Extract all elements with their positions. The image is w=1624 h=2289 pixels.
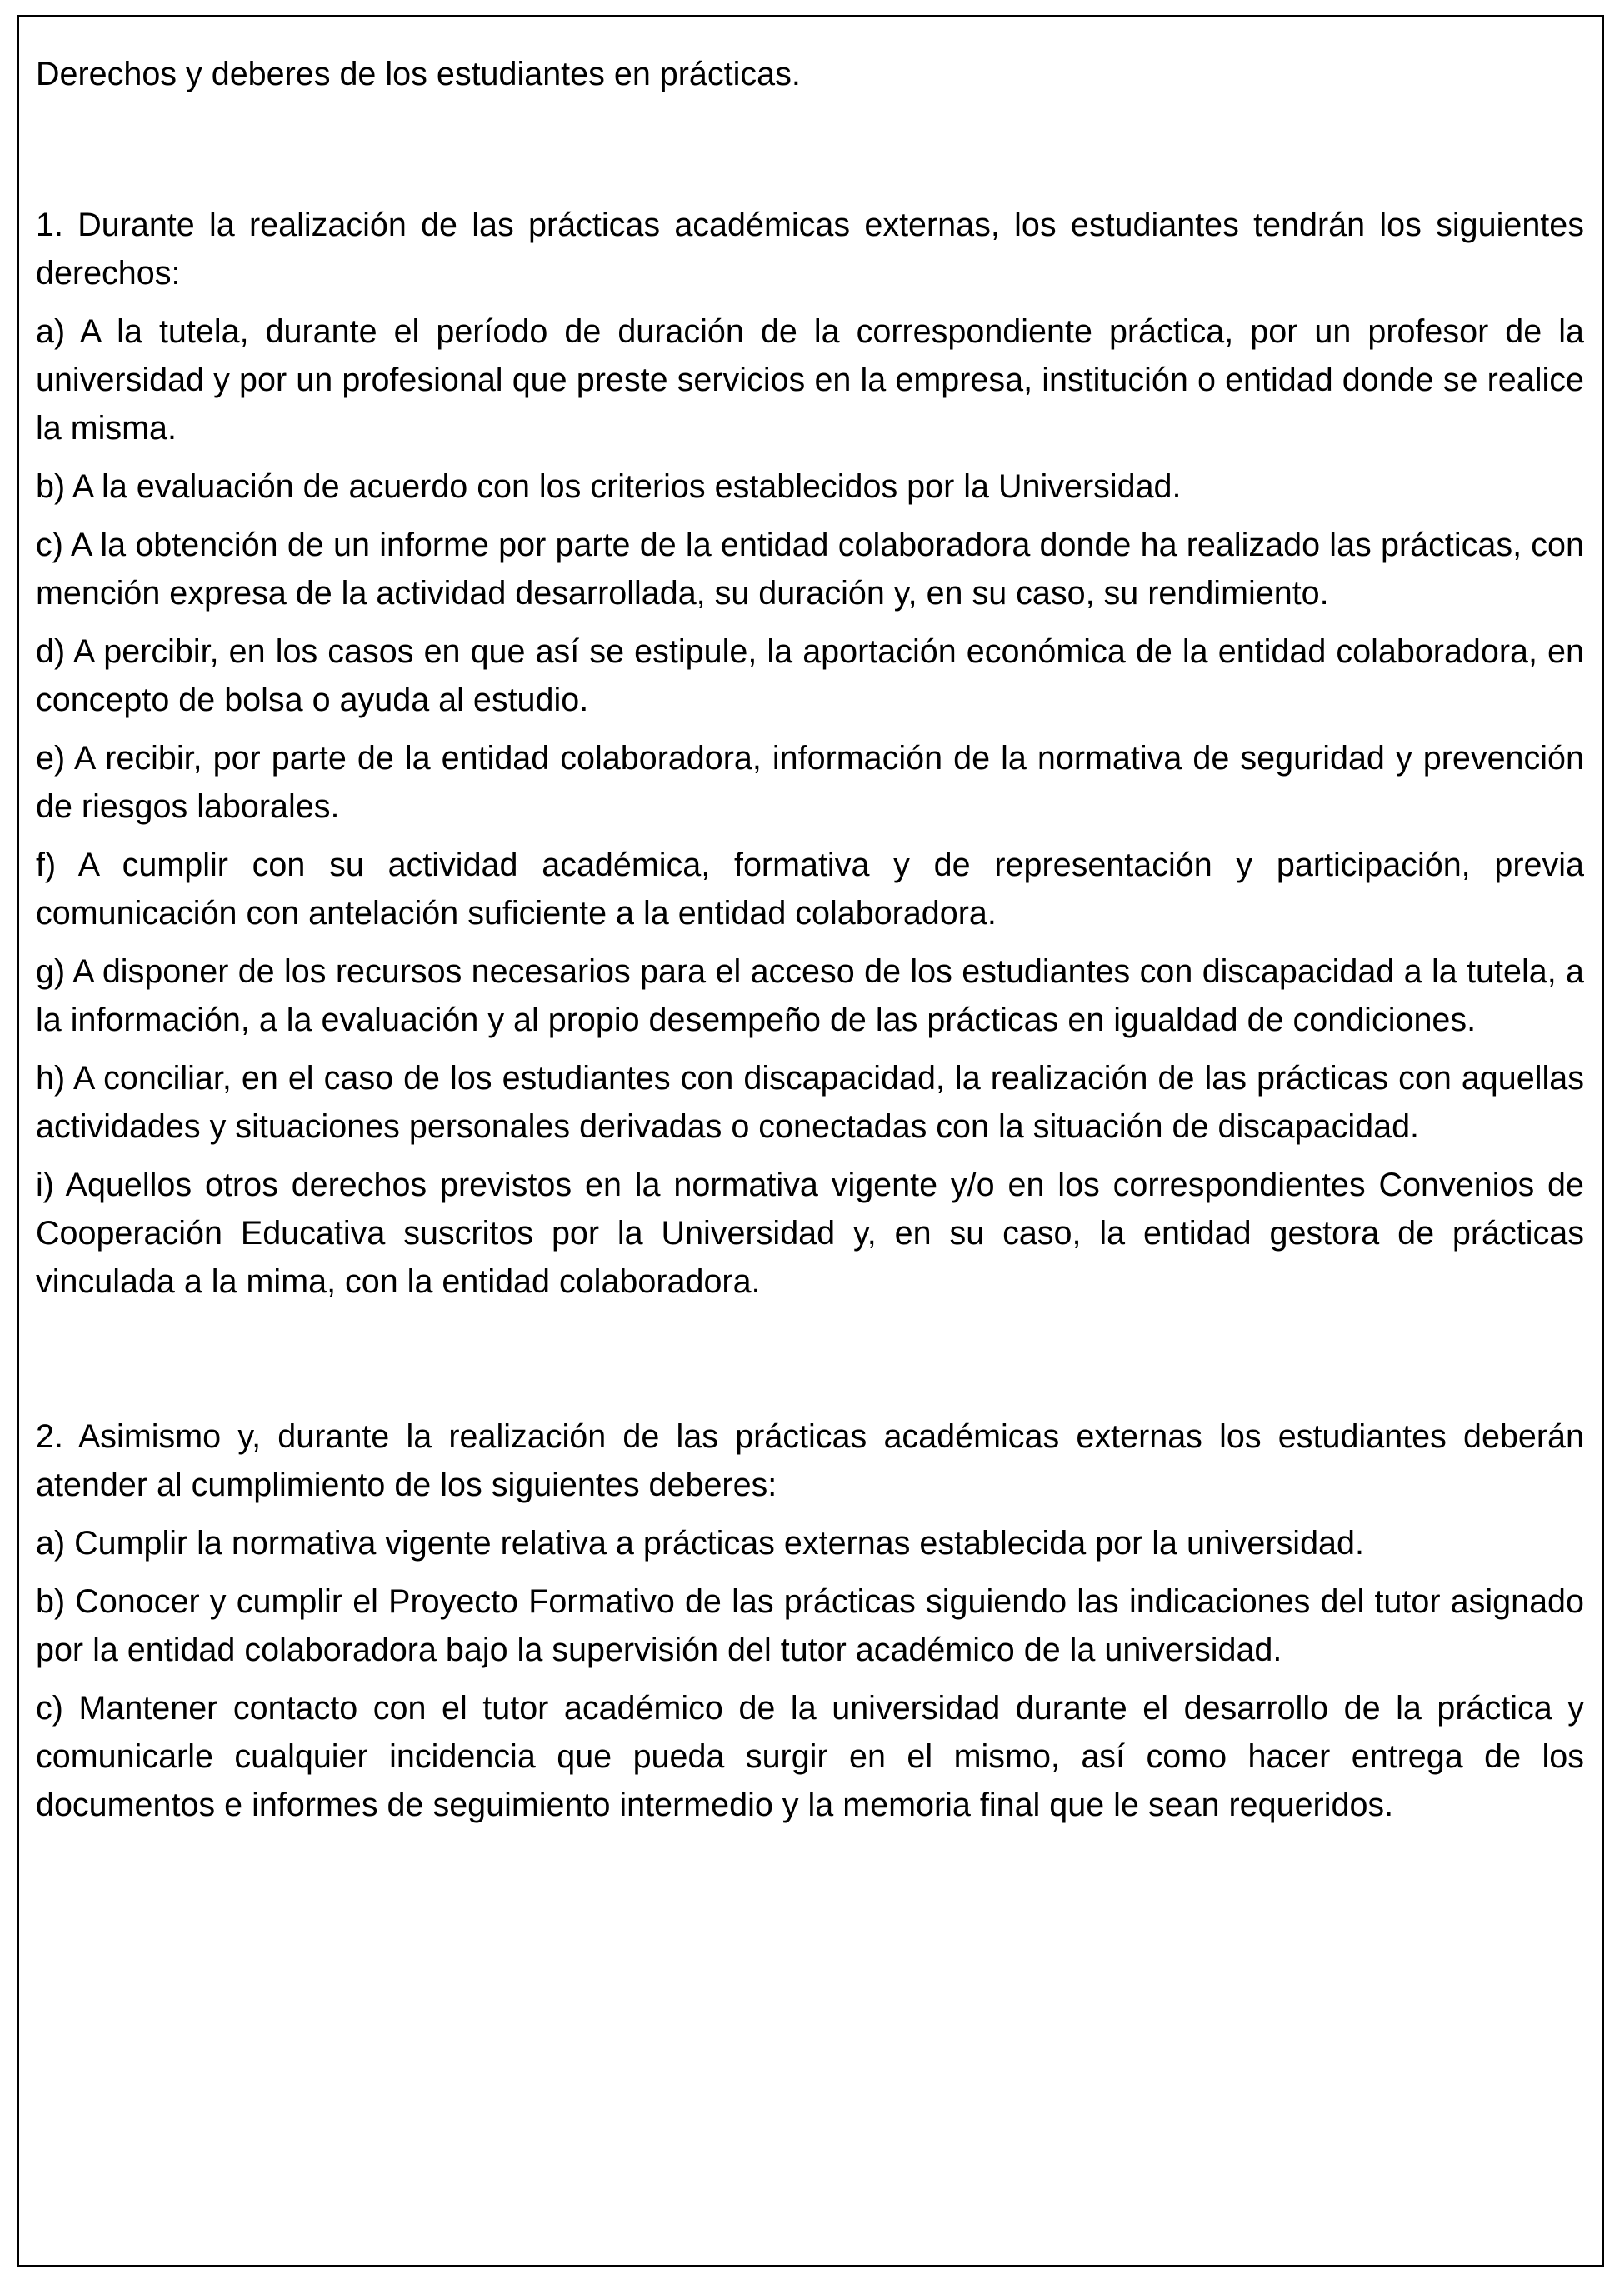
section-spacer bbox=[36, 1316, 1584, 1412]
document-frame bbox=[17, 15, 1604, 2267]
duty-item-b: b) Conocer y cumplir el Proyecto Formativo de las prácticas siguiendo las indicaciones del tutor asignado por la entidad colaboradora bajo la supervisión del tutor académico de la universidad. bbox=[36, 1583, 1584, 1668]
right-item-e: e) A recibir, por parte de la entidad colaboradora, información de la normativa de seguridad y prevención de riesgos laborales. bbox=[36, 740, 1584, 825]
right-item-c: c) A la obtención de un informe por parte de la entidad colaboradora donde ha realizado las prácticas, con mención expresa de la actividad desarrollada, su duración y, en su caso, su rendimiento. bbox=[36, 527, 1584, 612]
section-spacer bbox=[36, 98, 1584, 201]
duties-section bbox=[36, 1412, 1584, 1829]
right-item-f: f) A cumplir con su actividad académica, formativa y de representación y participación, previa comunicación con antelación suficiente a la entidad colaboradora. bbox=[36, 847, 1584, 932]
right-item-b: b) A la evaluación de acuerdo con los criterios establecidos por la Universidad. bbox=[36, 468, 1182, 505]
rights-section bbox=[36, 201, 1584, 1306]
duties-intro: 2. Asimismo y, durante la realización de las prácticas académicas externas los estudiantes deberán atender al cumplimiento de los siguientes deberes: bbox=[36, 1418, 1584, 1503]
right-item-i: i) Aquellos otros derechos previstos en la normativa vigente y/o en los correspondientes Convenios de Cooperación Educativa suscritos por la Universidad y, en su caso, la entidad gestora de prácticas vinculada a la mima, con la entidad colaboradora. bbox=[36, 1167, 1584, 1300]
duty-item-c: c) Mantener contacto con el tutor académico de la universidad durante el desarrollo de la práctica y comunicarle cualquier incidencia que pueda surgir en el mismo, así como hacer entrega de los documentos e informes de seguimiento intermedio y la memoria final que le sean requeridos. bbox=[36, 1690, 1584, 1823]
document-title: Derechos y deberes de los estudiantes en prácticas. bbox=[36, 56, 801, 92]
rights-intro: 1. Durante la realización de las prácticas académicas externas, los estudiantes tendrán los siguientes derechos: bbox=[36, 207, 1584, 292]
right-item-a: a) A la tutela, durante el período de duración de la correspondiente práctica, por un profesor de la universidad y por un profesional que preste servicios en la empresa, institución o entidad donde se realice la misma. bbox=[36, 313, 1584, 447]
right-item-g: g) A disponer de los recursos necesarios para el acceso de los estudiantes con discapacidad a la tutela, a la información, a la evaluación y al propio desempeño de las prácticas en igualdad de condiciones. bbox=[36, 953, 1584, 1038]
right-item-d: d) A percibir, en los casos en que así se estipule, la aportación económica de la entidad colaboradora, en concepto de bolsa o ayuda al estudio. bbox=[36, 633, 1584, 718]
duty-item-a: a) Cumplir la normativa vigente relativa a prácticas externas establecida por la universidad. bbox=[36, 1525, 1364, 1562]
right-item-h: h) A conciliar, en el caso de los estudiantes con discapacidad, la realización de las prácticas con aquellas actividades y situaciones personales derivadas o conectadas con la situación de discapacidad. bbox=[36, 1060, 1584, 1145]
